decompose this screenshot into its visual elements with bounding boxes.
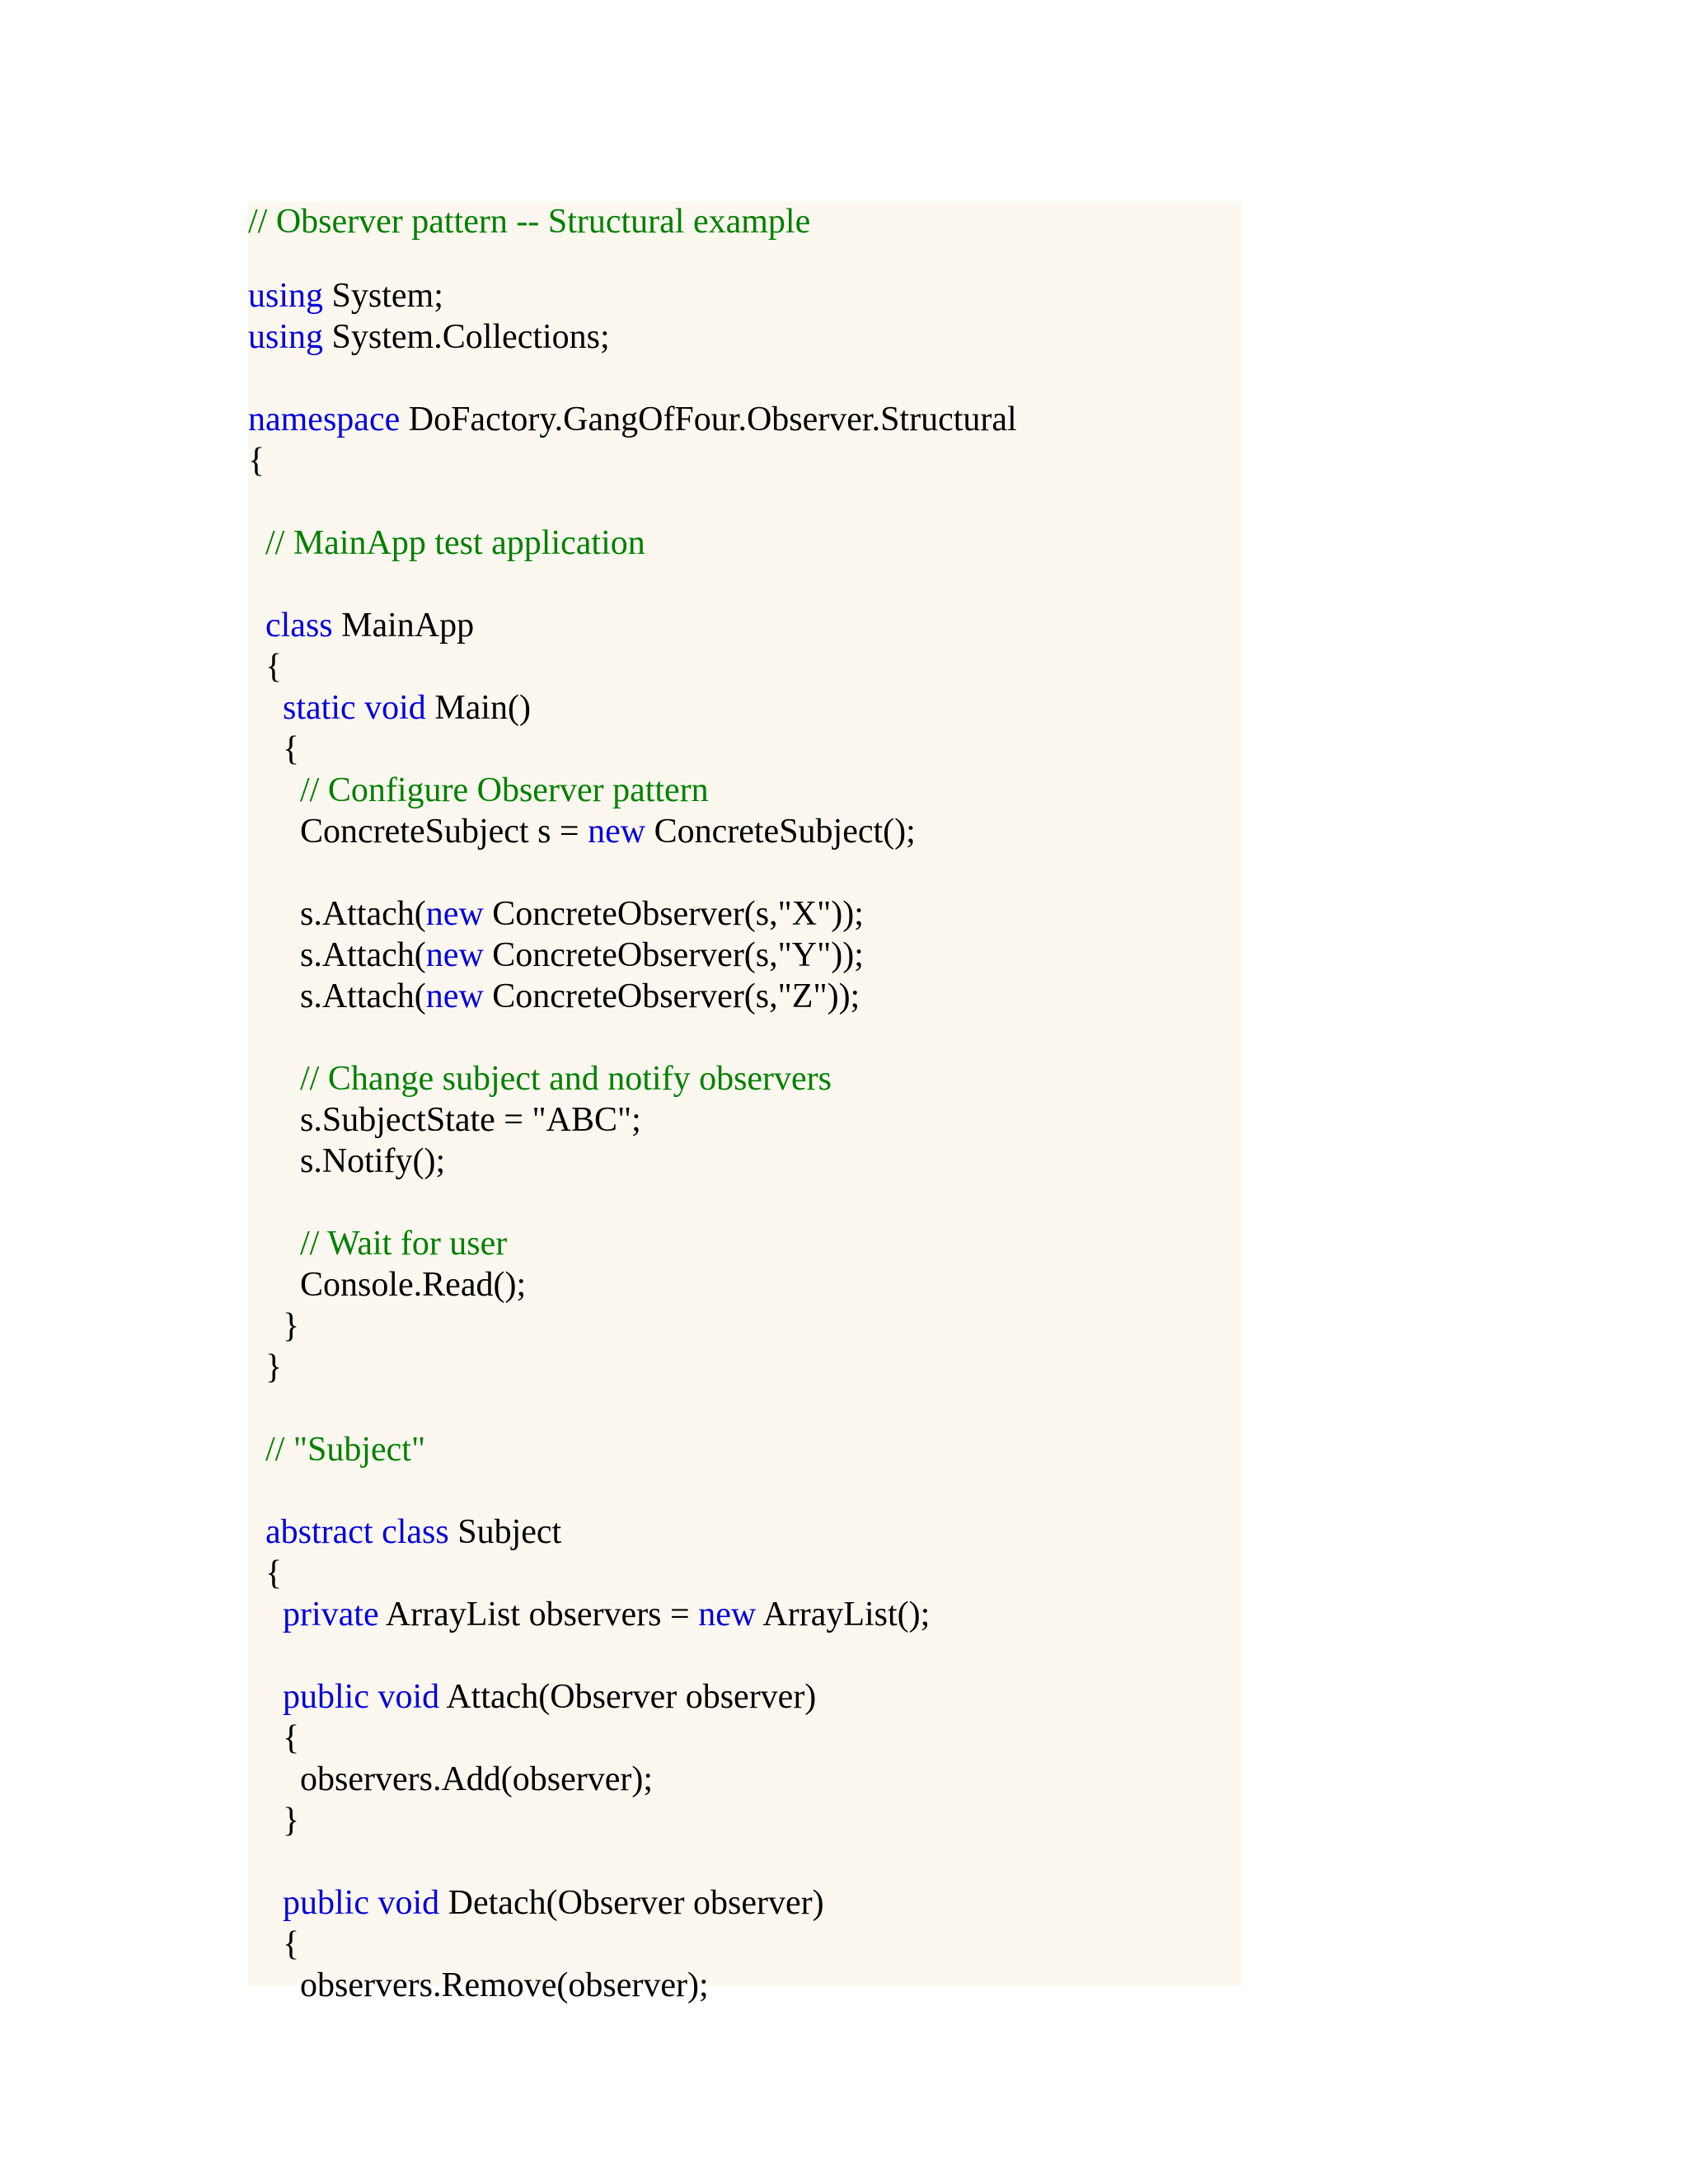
code-text-token: { — [248, 648, 283, 686]
code-line — [248, 1305, 1402, 1347]
code-text-token: Subject — [448, 1513, 562, 1551]
code-text-token: ConcreteSubject(); — [645, 813, 916, 851]
code-line — [248, 1429, 1402, 1470]
code-line — [248, 1553, 1402, 1594]
blank-line — [248, 1017, 1402, 1058]
keyword-token: private — [283, 1596, 379, 1633]
keyword-token: new — [425, 977, 484, 1015]
comment-token: // Configure Observer pattern — [300, 771, 709, 809]
code-text-token: s.Attach( — [248, 895, 426, 933]
code-line — [248, 1141, 1402, 1182]
code-line — [248, 275, 1402, 316]
code-line — [248, 811, 1402, 852]
code-text-token — [248, 1225, 300, 1263]
keyword-token: class — [265, 607, 333, 644]
code-line — [248, 1099, 1402, 1141]
code-text-token: ConcreteObserver(s,"X")); — [483, 895, 864, 933]
code-text-token: { — [248, 730, 300, 768]
blank-line — [248, 481, 1402, 523]
code-line — [248, 1965, 1402, 2006]
code-line — [248, 1264, 1402, 1305]
keyword-token: static void — [283, 689, 426, 727]
code-line — [248, 893, 1402, 935]
comment-token: // Observer pattern -- Structural example — [248, 203, 811, 241]
code-text-token: } — [248, 1802, 300, 1840]
code-text-token: Attach(Observer observer) — [439, 1678, 817, 1716]
code-text-token: System; — [323, 277, 443, 315]
code-text-token: s.Notify(); — [248, 1142, 446, 1180]
code-line — [248, 1718, 1402, 1759]
code-line — [248, 1058, 1402, 1099]
code-text-token: } — [248, 1348, 283, 1386]
code-text-token: } — [248, 1307, 300, 1345]
code-line — [248, 646, 1402, 687]
code-text-token: observers.Add(observer); — [248, 1760, 654, 1798]
code-line — [248, 399, 1402, 440]
code-text-token: Console.Read(); — [248, 1266, 527, 1304]
keyword-token: new — [425, 936, 484, 974]
code-text-token: DoFactory.GangOfFour.Observer.Structural — [400, 401, 1017, 438]
keyword-token: public void — [283, 1678, 440, 1716]
blank-line — [248, 1635, 1402, 1676]
code-line — [248, 201, 1402, 242]
code-text-token: Main() — [425, 689, 531, 727]
code-text-token — [248, 1884, 283, 1922]
code-text-token: { — [248, 1719, 300, 1757]
blank-line — [248, 852, 1402, 893]
comment-token: // Wait for user — [300, 1225, 508, 1263]
code-line — [248, 1882, 1402, 1924]
code-line — [248, 523, 1402, 564]
code-text-token: s.Attach( — [248, 936, 426, 974]
comment-token: // "Subject" — [265, 1431, 426, 1469]
code-text-token — [248, 524, 265, 562]
blank-line — [248, 358, 1402, 399]
blank-line — [248, 242, 1402, 275]
code-line — [248, 976, 1402, 1017]
code-text-token: ArrayList(); — [756, 1596, 931, 1633]
code-text-token: Detach(Observer observer) — [439, 1884, 824, 1922]
keyword-token: using — [248, 318, 324, 356]
code-text-token: s.Attach( — [248, 977, 426, 1015]
keyword-token: new — [588, 813, 646, 851]
code-text-token — [248, 689, 283, 727]
code-line — [248, 1594, 1402, 1635]
keyword-token: new — [425, 895, 484, 933]
blank-line — [248, 1841, 1402, 1882]
blank-line — [248, 1388, 1402, 1429]
keyword-token: namespace — [248, 401, 401, 438]
code-listing — [248, 201, 1402, 2006]
code-line — [248, 687, 1402, 729]
keyword-token: new — [698, 1596, 757, 1633]
code-line — [248, 1759, 1402, 1800]
code-text-token — [248, 1678, 283, 1716]
code-text-token: observers.Remove(observer); — [248, 1966, 709, 2004]
code-text-token: ConcreteObserver(s,"Z")); — [483, 977, 860, 1015]
comment-token: // Change subject and notify observers — [300, 1060, 832, 1098]
code-line — [248, 1676, 1402, 1718]
code-text-token: MainApp — [332, 607, 475, 644]
code-text-token: ArrayList observers = — [378, 1596, 699, 1633]
code-line — [248, 605, 1402, 646]
blank-line — [248, 1182, 1402, 1223]
keyword-token: public void — [283, 1884, 440, 1922]
code-text-token: System.Collections; — [323, 318, 610, 356]
code-line — [248, 316, 1402, 358]
code-text-token — [248, 1596, 283, 1633]
code-line — [248, 1347, 1402, 1388]
code-text-token: { — [248, 442, 265, 480]
code-line — [248, 935, 1402, 976]
code-text-token: { — [248, 1554, 283, 1592]
code-text-token: { — [248, 1925, 300, 1963]
code-text-token: s.SubjectState = "ABC"; — [248, 1101, 641, 1139]
keyword-token: using — [248, 277, 324, 315]
blank-line — [248, 1470, 1402, 1511]
code-text-token: ConcreteSubject s = — [248, 813, 588, 851]
code-line — [248, 1800, 1402, 1841]
blank-line — [248, 564, 1402, 605]
code-text-token — [248, 1060, 300, 1098]
code-text-token: ConcreteObserver(s,"Y")); — [483, 936, 864, 974]
code-text-token — [248, 1431, 265, 1469]
code-line — [248, 1511, 1402, 1553]
code-text-token — [248, 607, 265, 644]
code-line — [248, 1223, 1402, 1264]
code-text-token — [248, 771, 300, 809]
code-text-token — [248, 1513, 265, 1551]
code-line — [248, 729, 1402, 770]
code-line — [248, 1924, 1402, 1965]
keyword-token: abstract class — [265, 1513, 449, 1551]
comment-token: // MainApp test application — [265, 524, 645, 562]
code-line — [248, 770, 1402, 811]
code-line — [248, 440, 1402, 481]
